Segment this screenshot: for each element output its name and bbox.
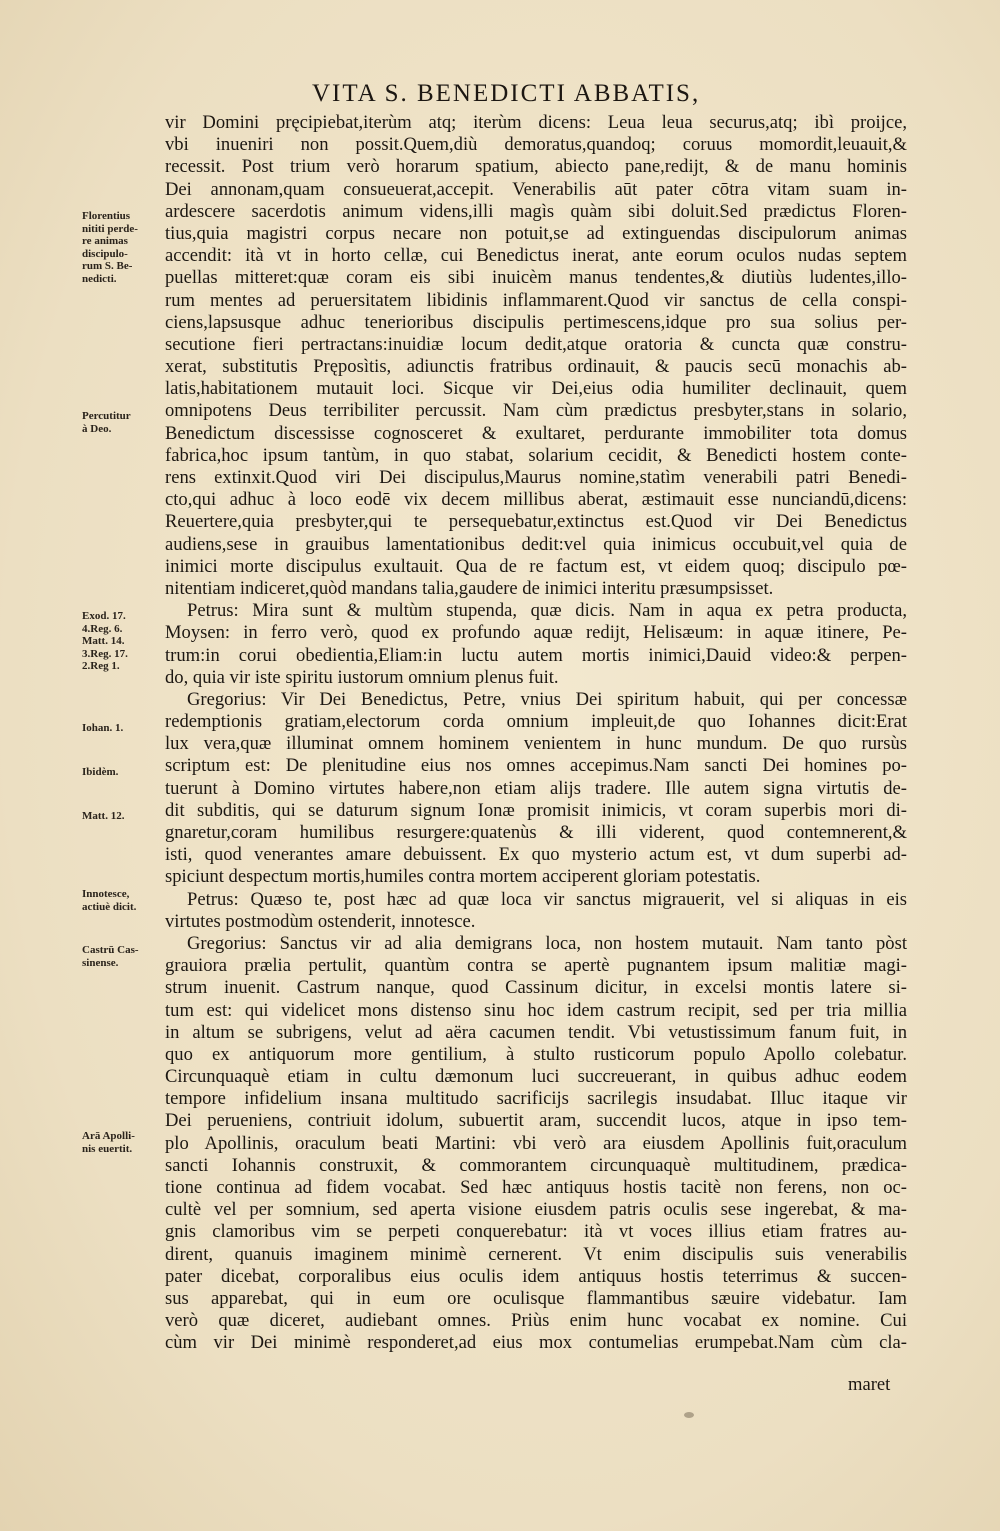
- margin-note-ibidem: [82, 766, 162, 779]
- margin-note-line: 4.Reg. 6.: [82, 622, 123, 635]
- text-line: cùm vir Dei minimè responderet,ad eius mox contumelias erumpebat.Nam cùm cla-: [165, 1332, 907, 1354]
- text-line: Circunquaquè etiam in cultu dæmonum luci succreuerant, in quibus adhuc eodem: [165, 1066, 907, 1088]
- text-line: Petrus: Mira sunt & multùm stupenda, quæ dicis. Nam in aqua ex petra producta,: [187, 600, 907, 622]
- text-line: tius,quia magistri corpus necare non potuit,se ad extinguendas discipulorum animas: [165, 222, 907, 244]
- text-line: in altum se subrigens, velut ad aëra cacumen tendit. Vbi vetustissimum fanum fuit, in: [165, 1021, 907, 1043]
- text-line: inimici morte discipulus exultauit. Qua de re factum est, vt eidem quoq; discipulo pœ-: [165, 555, 907, 577]
- main-text-block: [165, 112, 907, 1355]
- margin-note-line: Percutitur: [82, 410, 131, 422]
- text-line: trum:in corui obedientia,Eliam:in luctu autem mortis inimici,Dauid video:& perpen-: [165, 644, 907, 666]
- margin-note-iohan: [82, 722, 162, 735]
- margin-note-line: Ibidèm.: [82, 766, 119, 778]
- margin-note-ara-apollinis: [82, 1130, 162, 1155]
- text-line: sancti Iohannis construxit, & commorantem circunquaquè multitudinem, prædica-: [165, 1154, 907, 1176]
- text-line: sus apparebat, qui in eum ore oculisque flammantibus sæuire videbatur. Iam: [165, 1287, 907, 1309]
- text-line: vir Domini pręcipiebat,iterùm atq; iterùm dicens: Leua leua securus,atq; ibì proijce,: [165, 112, 907, 133]
- text-line: Gregorius: Vir Dei Benedictus, Petre, vnius Dei spiritum habuit, qui per concessæ: [187, 688, 907, 710]
- text-line: Gregorius: Sanctus vir ad alia demigrans loca, non hostem mutauit. Nam tanto pòst: [187, 932, 907, 954]
- text-line: Petrus: Quæso te, post hæc ad quæ loca vir sanctus migrauerit, vel si aliquas in eis: [187, 888, 907, 910]
- margin-note-line: discipulo-: [82, 247, 128, 260]
- margin-note-line: Matt. 14.: [82, 635, 125, 647]
- text-line: spiciunt despectum mortis,humiles contra mortem acciperent gloriam potestatis.: [165, 866, 761, 888]
- margin-note-innotesce: [82, 888, 162, 913]
- text-line: tempore infidelium insana multitudo sacrificijs sacrilegis insudabat. Illuc itaque vir: [165, 1088, 907, 1110]
- text-line: rum mentes ad peruersitatem libidinis inflammarent.Quod vir sanctus de cella conspi-: [165, 289, 907, 311]
- margin-note-line: Matt. 12.: [82, 810, 125, 822]
- text-line: ciens,lapsusque adhuc tenerioribus discipulis pertimescens,idque pro sua solius per-: [165, 311, 907, 333]
- text-line: virtutes postmodùm ostenderit, innotesce.: [165, 910, 476, 932]
- text-line: isti, quod venerantes amare debuissent. Ex quo mysterio actum est, vt dum superbi ad-: [165, 844, 907, 866]
- margin-note-line: Innotesce,: [82, 888, 130, 900]
- text-line: tum est: qui videlicet mons distenso sinu hoc idem castrum recipit, sed per tria millia: [165, 999, 907, 1021]
- text-line: cto,qui adhuc à loco eodē vix decem millibus aberat, æstimauit esse nunciandū,dicens:: [165, 489, 907, 511]
- margin-note-matt: [82, 810, 162, 823]
- text-line: recessit. Post trium verò horarum spatium, abiecto pane,redijt, & de manu hominis: [165, 156, 907, 178]
- text-line: tuerunt à Domino virtutes habere,non etiam alijs tradere. Ille autem signa virtutis de-: [165, 777, 907, 799]
- margin-note-castrum: [82, 944, 162, 969]
- margin-note-line: Florentius: [82, 210, 131, 222]
- margin-note-line: 3.Reg. 17.: [82, 647, 128, 660]
- text-line: gnis clamoribus vim se perpeti conquerebatur: ità vt voces illius etiam fratres au-: [165, 1221, 907, 1243]
- text-line: omnipotens Deus terribiliter percussit. Nam cùm prædictus presbyter,stans in solario,: [165, 400, 907, 422]
- text-line: Moysen: in ferro verò, quod ex profundo aquæ redijt, Helisæum: in aquæ itinere, Pe-: [165, 622, 907, 644]
- text-line: nitentiam indiceret,quòd mandans talia,gaudere de inimici interitu præsumpsisset.: [165, 577, 774, 599]
- margin-note-line: nedicti.: [82, 272, 117, 285]
- margin-note-line: à Deo.: [82, 422, 112, 435]
- margin-note-line: Iohan. 1.: [82, 722, 124, 734]
- text-line: Benedictum discessisse cognosceret & exultaret, perdurante immobiliter tota domus: [165, 422, 907, 444]
- margin-note-line: re animas: [82, 235, 128, 247]
- text-line: grauiora prælia pertulit, quantùm contra se apertè pugnantem ipsum malitiæ magi-: [165, 955, 907, 977]
- text-line: dit subditis, qui se daturum signum Ionæ promisit inimicis, vt coram superbis mori di-: [165, 799, 907, 821]
- text-line: secutione fieri pertractans:inuidiæ locum dedit,atque oratoria & cuncta quæ constru-: [165, 333, 907, 355]
- text-line: scriptum est: De plenitudine eius nos omnes accepimus.Nam sancti Dei homines po-: [165, 755, 907, 777]
- margin-note-line: actiuè dicit.: [82, 900, 137, 913]
- margin-note-line: nititi perde-: [82, 222, 138, 235]
- margin-note-line: 2.Reg 1.: [82, 660, 120, 672]
- margin-note-percutitur: [82, 410, 162, 435]
- text-line: do, quia vir iste spiritu iustorum omnium plenus fuit.: [165, 666, 559, 688]
- margin-note-line: Castrū Cas-: [82, 944, 139, 956]
- text-line: rens extinxit.Quod viri Dei discipulus,Maurus nomine,statìm venerabili patri Benedi-: [165, 467, 907, 488]
- text-line: dirent, quanuis imaginem minimè cernerent. Vt enim discipulis suis venerabilis: [165, 1243, 907, 1265]
- text-line: audiens,sese in grauibus lamentationibus dedit:vel quia inimicus occubuit,vel quia de: [165, 533, 907, 555]
- text-line: pater dicebat, corporalibus eius oculis idem antiquus hostis teterrimus & succen-: [165, 1265, 907, 1287]
- text-line: puellas mitteret:quæ coram eis sibi inuicèm manus tendentes,& diutiùs ludentes,illo-: [165, 267, 907, 289]
- text-line: ardescere sacerdotis animum videns,illi magìs quàm sibi doluit.Sed prædictus Floren-: [165, 200, 907, 222]
- text-line: Dei perueniens, contriuit idolum, subuertit aram, succendit lucos, atque in ipso tem-: [165, 1110, 907, 1132]
- margin-note-line: nis euertit.: [82, 1142, 133, 1155]
- text-line: lux vera,quæ illuminat omnem hominem venientem in hunc mundum. De quo rursùs: [165, 733, 907, 755]
- text-line: plo Apollinis, oraculum beati Martini: vbi verò ara eiusdem Apollinis fuit,oraculum: [165, 1132, 907, 1154]
- text-line: accendit: ità vt in horto cellæ, cui Benedictus inerat, ante eorum oculos nudas septem: [165, 245, 907, 267]
- text-line: Reuertere,quia presbyter,qui te persequebatur,extinctus est.Quod vir Dei Benedictus: [165, 511, 907, 533]
- text-line: xerat, substitutis Pręposìtis, adiunctis fratribus ordinauit, & paucis secū monachis ab-: [165, 356, 907, 378]
- margin-note-line: Exod. 17.: [82, 610, 126, 622]
- margin-note-florentius: [82, 210, 162, 285]
- text-line: redemptionis gratiam,electorum corda omnium impleuit,de quo Iohannes dicit:Erat: [165, 711, 907, 733]
- margin-note-line: rum S. Be-: [82, 260, 133, 272]
- text-line: verò quæ diceret, audiebant omnes. Priùs enim hunc vocabat ex nomine. Cui: [165, 1310, 907, 1332]
- text-line: tione continua ad fidem vocabat. Sed hæc antiquus hostis tacitè non ferens, non oc-: [165, 1177, 907, 1198]
- text-line: fabrica,hoc ipsum tantùm, in quo stabat, solarium cecidit, & Benedicti hostem conte-: [165, 444, 907, 466]
- margin-note-scripture-refs: [82, 610, 162, 673]
- ink-blot: [684, 1412, 694, 1418]
- text-line: quo ex antiquorum more gentilium, à stulto rusticorum populo Apollo colebatur.: [165, 1043, 907, 1065]
- text-line: latis,habitationem mutauit loci. Sicque vir Dei,eius odia humiliter declinauit, quem: [165, 378, 907, 400]
- running-header: VITA S. BENEDICTI ABBATIS,: [312, 80, 701, 107]
- margin-note-line: sinense.: [82, 956, 119, 969]
- text-line: Dei annonam,quam consueuerat,accepit. Venerabilis aūt pater cōtra vitam suam in-: [165, 178, 907, 200]
- text-line: cultè vel per somnium, sed aperta visione eiusdem patris oculis sese ingerebat, & ma-: [165, 1199, 907, 1221]
- text-line: strum inuenit. Castrum nanque, quod Cassinum dicitur, in excelsi montis latere si-: [165, 977, 907, 999]
- margin-note-line: Arā Apolli-: [82, 1130, 135, 1142]
- text-line: vbi inueniri non possit.Quem,diù demoratus,quandoq; coruus momordit,leuauit,&: [165, 134, 907, 156]
- catchword: maret: [848, 1374, 891, 1395]
- text-line: gnaretur,coram humilibus resurgere:quatenùs & illi viderent, quod contemnerent,&: [165, 822, 907, 843]
